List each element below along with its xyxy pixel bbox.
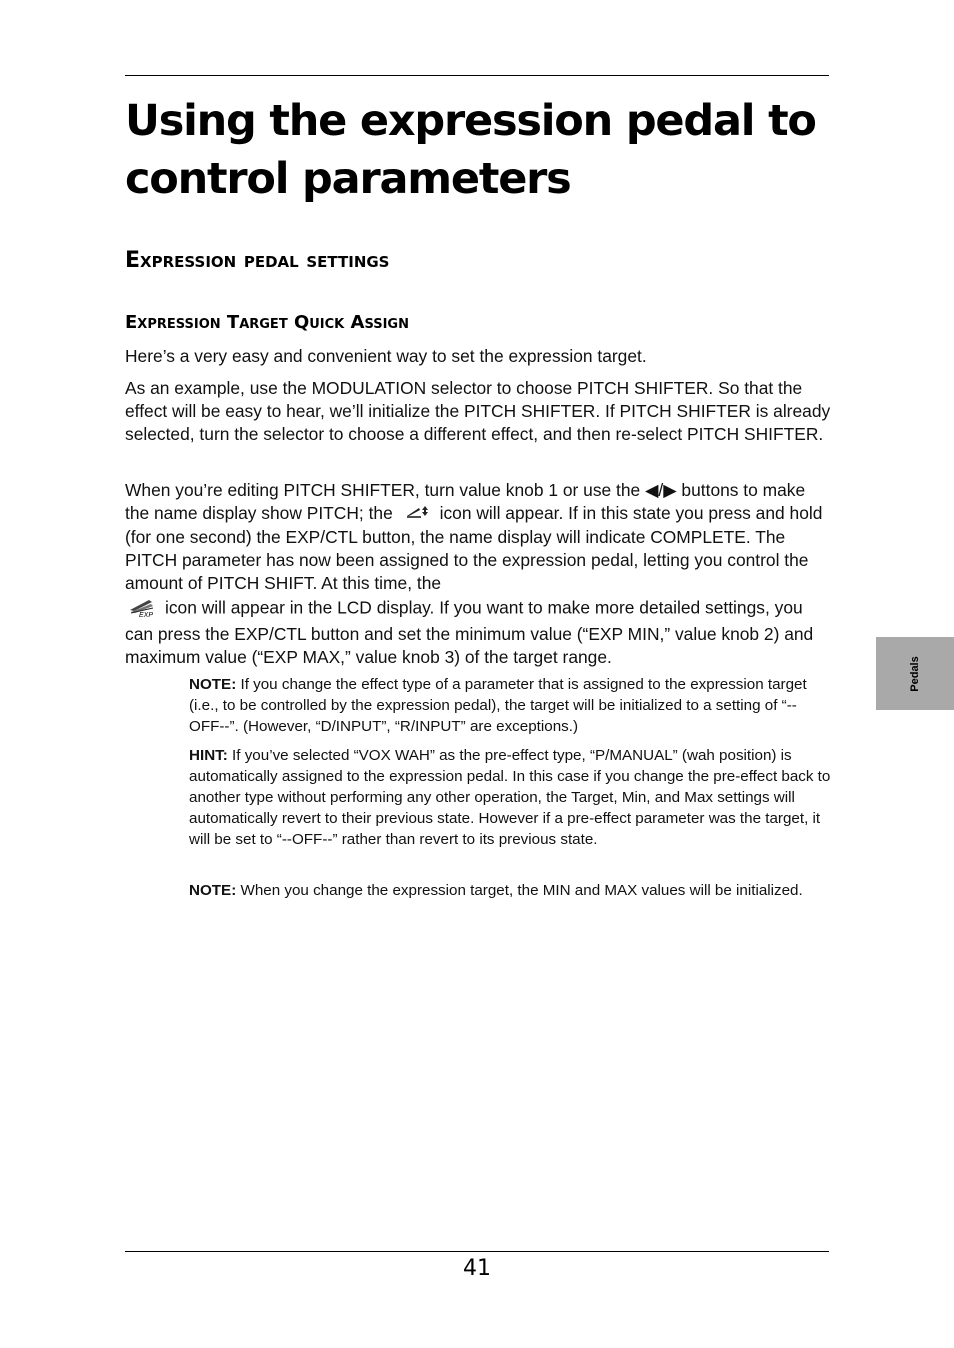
note-expression-target	[189, 880, 831, 901]
hint-label: HINT:	[189, 747, 228, 764]
side-tab-pedals	[876, 637, 954, 710]
paragraph-procedure-part-2: icon will appear. If in this state you press and hold (for one second) the EXP/CTL button, the name display will indicate COMPLETE. The PITCH parameter has now been assigned to the expression pedal, letting you control the amount of PITCH SHIFT. At this time, the	[125, 503, 823, 594]
pedal-arrow-icon	[404, 502, 432, 526]
top-rule	[125, 75, 829, 76]
page-number: 41	[463, 1256, 491, 1281]
note-text: If you change the effect type of a parameter that is assigned to the expression target (i.e., to be controlled by the expression pedal), the target will be initialized to a setting of “--OFF--”. (However, “D/INPUT”, “R/INPUT” are exceptions.)	[189, 676, 807, 735]
exp-pedal-icon	[127, 595, 157, 623]
page-title: Using the expression pedal to control parameters	[125, 96, 816, 204]
note-label: NOTE:	[189, 882, 237, 899]
hint-text: If you’ve selected “VOX WAH” as the pre-effect type, “P/MANUAL” (wah position) is automatically assigned to the expression pedal. In this case if you change the pre-effect back to another type without performing any other operation, the Target, Min, and Max settings will automatically revert to their previous state. However if a pre-effect parameter was the target, it will be set to “--OFF--” rather than revert to its previous state.	[189, 747, 831, 848]
bottom-rule	[125, 1251, 829, 1252]
subsection-heading: Expression Target Quick Assign	[125, 312, 409, 333]
note-text: When you change the expression target, the MIN and MAX values will be initialized.	[240, 882, 803, 899]
note-effect-type	[189, 674, 831, 737]
section-heading: Expression pedal settings	[125, 248, 390, 273]
paragraph-procedure	[125, 479, 831, 669]
note-label: NOTE:	[189, 676, 237, 693]
paragraph-procedure-part-3: icon will appear in the LCD display. If you want to make more detailed settings, you can press the EXP/CTL button and set the minimum value (“EXP MIN,” value knob 2) and maximum value (“EXP MAX,” value knob 3) of the target range.	[125, 598, 814, 668]
paragraph-procedure-part-1: When you’re editing PITCH SHIFTER, turn value knob 1 or use the ◀/▶ buttons to make the name display show PITCH; the	[125, 480, 806, 523]
exp-icon-label: EXP	[139, 612, 154, 618]
paragraph-intro: Here’s a very easy and convenient way to set the expression target.	[125, 346, 647, 366]
paragraph-example: As an example, use the MODULATION selector to choose PITCH SHIFTER. So that the effect will be easy to hear, we’ll initialize the PITCH SHIFTER. If PITCH SHIFTER is already selected, turn the selector to choose a different effect, and then re-select PITCH SHIFTER.	[125, 378, 831, 444]
side-tab-label: Pedals	[909, 655, 921, 692]
hint-vox-wah	[189, 745, 831, 850]
